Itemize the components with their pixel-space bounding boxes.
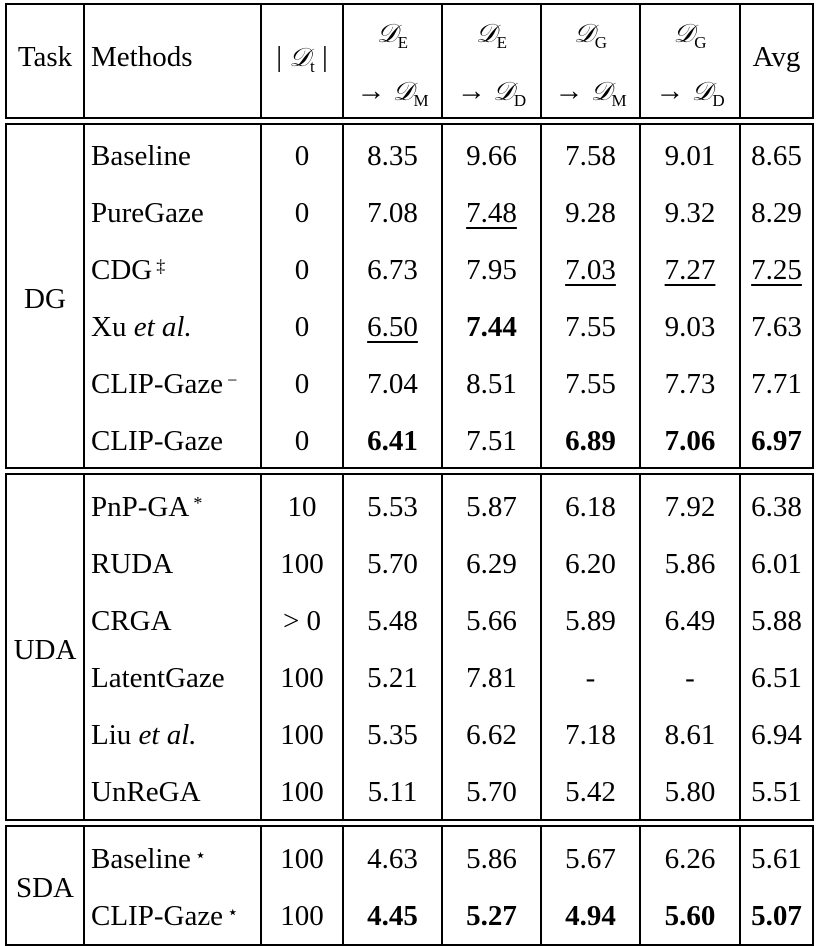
- method-name-text: CLIP-Gaze: [91, 900, 224, 932]
- header-target-set-subscript: D: [513, 91, 527, 110]
- column-rule: [260, 473, 262, 821]
- error-value: [542, 139, 639, 173]
- error-value: [542, 718, 639, 752]
- error-value: [344, 899, 441, 933]
- method-name-text: CRGA: [91, 605, 172, 637]
- header-target-set-symbol: 𝒟: [493, 77, 514, 107]
- error-value-text: -: [685, 662, 695, 694]
- method-name: [91, 253, 165, 287]
- target-size-value: 100: [280, 719, 324, 751]
- error-value: [741, 718, 812, 752]
- header-source-set-symbol: 𝒟: [673, 19, 695, 49]
- error-value-text: 9.66: [466, 140, 517, 172]
- error-value-text: 5.86: [466, 843, 517, 875]
- column-rule: [812, 3, 814, 119]
- column-rule: [260, 123, 262, 469]
- error-value-text: 6.89: [565, 425, 616, 457]
- target-size-value: 100: [280, 548, 324, 580]
- error-value: [741, 547, 812, 581]
- error-value: [741, 253, 812, 287]
- error-value: [741, 490, 812, 524]
- header-task: Task: [17, 41, 73, 73]
- error-value: [741, 139, 812, 173]
- target-size-value: > 0: [282, 605, 322, 637]
- header-target-set-symbol: 𝒟: [392, 77, 414, 107]
- header-source-set-symbol: 𝒟: [376, 19, 398, 49]
- error-value: [542, 661, 639, 695]
- method-name: [91, 547, 173, 581]
- header-target-domain: [443, 74, 540, 118]
- error-value: [443, 139, 540, 173]
- task-label: DG: [24, 283, 66, 315]
- header-source-set-subscript: G: [594, 33, 608, 52]
- error-value: [443, 196, 540, 230]
- error-value: [443, 490, 540, 524]
- error-value-text: 5.11: [367, 776, 418, 808]
- header-target-domain: [542, 74, 639, 118]
- column-rule: [812, 473, 814, 821]
- error-value-text: 5.21: [367, 662, 418, 694]
- error-value-text: 7.95: [466, 254, 517, 286]
- error-value: [344, 139, 441, 173]
- header-target-size-set-subscript: t: [310, 57, 315, 76]
- error-value-text: 7.48: [466, 197, 517, 229]
- method-mark: −: [227, 370, 238, 390]
- error-value: [741, 604, 812, 638]
- error-value-text: 7.81: [466, 662, 517, 694]
- column-rule: [441, 473, 443, 821]
- error-value-text: 6.20: [565, 548, 616, 580]
- error-value: [443, 775, 540, 809]
- column-rule: [739, 473, 741, 821]
- header-top-rule: [5, 3, 813, 5]
- header-target-size-bar-right: |: [314, 41, 328, 73]
- error-value-text: 7.58: [565, 140, 616, 172]
- header-source-set: [376, 17, 409, 52]
- error-value-text: 6.26: [664, 843, 716, 875]
- column-rule: [812, 825, 814, 946]
- header-source-set: [573, 17, 608, 52]
- error-value-text: 6.41: [367, 425, 418, 457]
- error-value-text: 5.87: [466, 491, 517, 523]
- target-size-value: 100: [280, 776, 324, 808]
- error-value: [443, 253, 540, 287]
- group-top-rule: [5, 123, 813, 125]
- method-mark: ‡: [156, 256, 166, 276]
- error-value: [542, 899, 639, 933]
- error-value-text: 7.63: [751, 311, 802, 343]
- error-value-text: 9.32: [664, 197, 716, 229]
- error-value-text: 4.63: [367, 843, 418, 875]
- error-value: [641, 718, 739, 752]
- error-value: [641, 842, 739, 876]
- error-value-text: 7.55: [565, 311, 616, 343]
- target-size-value: 0: [294, 140, 310, 172]
- error-value-text: 7.51: [466, 425, 517, 457]
- target-size-value: 0: [294, 254, 310, 286]
- header-target-set-symbol: 𝒟: [691, 77, 713, 107]
- method-name-text: Xu: [91, 311, 127, 343]
- header-target-set: [392, 75, 429, 110]
- error-value: [741, 310, 812, 344]
- method-name: [91, 139, 191, 173]
- task-label: UDA: [13, 634, 77, 666]
- error-value-text: 5.51: [751, 776, 802, 808]
- error-value: [542, 196, 639, 230]
- error-value-text: 7.44: [466, 311, 517, 343]
- header-target-domain: [641, 74, 739, 118]
- method-name-text: UnReGA: [91, 776, 201, 808]
- header-target-set-subscript: M: [413, 91, 429, 110]
- error-value-text: 6.73: [367, 254, 418, 286]
- error-value: [542, 490, 639, 524]
- column-rule: [441, 123, 443, 469]
- error-value-text: 7.27: [664, 254, 716, 286]
- error-value: [443, 604, 540, 638]
- method-name: [91, 196, 204, 230]
- header-arrow: →: [655, 75, 692, 107]
- error-value-text: 7.04: [367, 368, 418, 400]
- error-value: [641, 775, 739, 809]
- error-value-text: 6.18: [565, 491, 616, 523]
- error-value-text: 7.92: [664, 491, 716, 523]
- header-target-set-subscript: M: [611, 91, 627, 110]
- header-source-set-symbol: 𝒟: [475, 19, 497, 49]
- error-value: [741, 842, 812, 876]
- error-value: [443, 547, 540, 581]
- error-value: [542, 775, 639, 809]
- error-value-text: 5.80: [664, 776, 716, 808]
- error-value: [741, 775, 812, 809]
- method-name-text: Liu: [91, 719, 132, 751]
- target-size-value: 0: [294, 425, 310, 457]
- error-value-text: 6.94: [751, 719, 802, 751]
- error-value: [641, 424, 739, 458]
- target-size-value: 10: [287, 491, 317, 523]
- group-top-rule: [5, 825, 813, 827]
- error-value: [641, 899, 739, 933]
- task-label: SDA: [15, 872, 74, 904]
- error-value: [641, 310, 739, 344]
- error-value-text: 7.55: [565, 368, 616, 400]
- column-rule: [739, 123, 741, 469]
- method-name: [91, 490, 202, 524]
- header-target-set-subscript: D: [712, 91, 725, 110]
- header-arrow: →: [356, 75, 393, 107]
- error-value-text: 7.71: [751, 368, 802, 400]
- error-value-text: 6.01: [751, 548, 802, 580]
- error-value-text: 8.65: [751, 140, 802, 172]
- error-value: [741, 899, 812, 933]
- error-value: [344, 310, 441, 344]
- error-value-text: 5.53: [367, 491, 418, 523]
- error-value: [344, 842, 441, 876]
- method-name: [91, 661, 225, 695]
- header-arrow: →: [554, 75, 591, 107]
- error-value-text: 6.50: [367, 311, 418, 343]
- error-value: [443, 424, 540, 458]
- error-value: [641, 139, 739, 173]
- header-source-domain: [542, 16, 639, 60]
- error-value: [344, 604, 441, 638]
- column-rule: [540, 123, 542, 469]
- header-arrow: →: [456, 75, 494, 107]
- error-value: [741, 424, 812, 458]
- error-value-text: 6.62: [466, 719, 517, 751]
- error-value-text: 6.38: [751, 491, 802, 523]
- error-value: [641, 253, 739, 287]
- error-value-text: 7.73: [664, 368, 716, 400]
- target-size-value: 0: [294, 311, 310, 343]
- error-value: [443, 718, 540, 752]
- method-name-text: Baseline: [91, 843, 191, 875]
- method-name-text: CLIP-Gaze: [91, 368, 224, 400]
- column-rule: [540, 473, 542, 821]
- error-value-text: 5.67: [565, 843, 616, 875]
- error-value-text: 6.49: [664, 605, 716, 637]
- error-value: [741, 661, 812, 695]
- error-value-text: 8.29: [751, 197, 802, 229]
- method-name: [91, 899, 238, 933]
- method-name-text: CLIP-Gaze: [91, 425, 224, 457]
- error-value: [542, 424, 639, 458]
- method-name: [91, 842, 206, 876]
- error-value: [641, 367, 739, 401]
- error-value-text: 9.01: [664, 140, 716, 172]
- error-value: [344, 661, 441, 695]
- header-source-set: [673, 17, 707, 52]
- method-name-text: Baseline: [91, 140, 191, 172]
- error-value: [344, 547, 441, 581]
- error-value: [443, 842, 540, 876]
- error-value: [641, 661, 739, 695]
- method-name: [91, 367, 237, 401]
- column-rule: [639, 473, 641, 821]
- error-value: [443, 899, 540, 933]
- error-value-text: 5.70: [466, 776, 517, 808]
- error-value: [741, 196, 812, 230]
- error-value-text: 5.86: [664, 548, 716, 580]
- method-name-text: LatentGaze: [91, 662, 225, 694]
- error-value-text: 4.94: [565, 900, 616, 932]
- column-rule: [639, 123, 641, 469]
- target-size-value: 100: [280, 662, 324, 694]
- error-value-text: 6.29: [466, 548, 517, 580]
- error-value: [641, 547, 739, 581]
- column-rule: [342, 123, 344, 469]
- header-avg: Avg: [752, 41, 801, 73]
- error-value-text: 8.51: [466, 368, 517, 400]
- group-bottom-rule: [5, 819, 813, 821]
- error-value: [344, 196, 441, 230]
- header-methods: Methods: [91, 41, 193, 73]
- error-value-text: 4.45: [367, 900, 418, 932]
- error-value: [344, 775, 441, 809]
- error-value: [443, 367, 540, 401]
- error-value-text: 6.51: [751, 662, 802, 694]
- method-name: [91, 718, 197, 752]
- header-source-set-subscript: E: [397, 33, 409, 52]
- header-target-set-symbol: 𝒟: [590, 77, 612, 107]
- header-target-size-bar-left: |: [276, 41, 290, 73]
- target-size-value: 0: [294, 197, 310, 229]
- header-target-set: [691, 75, 725, 110]
- error-value-text: 5.60: [664, 900, 716, 932]
- method-name-italic: et al.: [131, 719, 197, 751]
- method-mark: ⋆: [227, 902, 239, 922]
- method-name: [91, 424, 223, 458]
- error-value-text: 7.18: [565, 719, 616, 751]
- error-value: [344, 490, 441, 524]
- header-target-set: [493, 75, 527, 110]
- method-name-text: RUDA: [91, 548, 174, 580]
- error-value: [344, 424, 441, 458]
- method-name: [91, 310, 192, 344]
- header-source-domain: [641, 16, 739, 60]
- header-source-set-symbol: 𝒟: [573, 19, 595, 49]
- error-value-text: 5.61: [751, 843, 802, 875]
- header-target-size: [262, 40, 342, 84]
- error-value-text: 7.03: [565, 254, 616, 286]
- error-value: [542, 253, 639, 287]
- error-value: [542, 604, 639, 638]
- error-value: [443, 310, 540, 344]
- method-name-text: PureGaze: [91, 197, 204, 229]
- error-value-text: 8.61: [664, 719, 716, 751]
- header-source-set-subscript: G: [694, 33, 707, 52]
- error-value-text: 9.28: [565, 197, 616, 229]
- header-source-set-subscript: E: [496, 33, 508, 52]
- error-value-text: 8.35: [367, 140, 418, 172]
- header-target-size-set-symbol: 𝒟: [289, 43, 310, 73]
- column-rule: [812, 123, 814, 469]
- error-value: [542, 310, 639, 344]
- error-value-text: -: [585, 662, 596, 694]
- method-mark: *: [193, 493, 203, 513]
- error-value: [344, 253, 441, 287]
- header-target-domain: [344, 74, 441, 118]
- error-value: [542, 367, 639, 401]
- error-value-text: 5.07: [751, 900, 802, 932]
- error-value-text: 5.42: [565, 776, 616, 808]
- error-value-text: 6.97: [751, 425, 802, 457]
- error-value-text: 5.70: [367, 548, 418, 580]
- header-source-domain: [344, 16, 441, 60]
- column-rule: [342, 473, 344, 821]
- error-value-text: 5.35: [367, 719, 418, 751]
- group-bottom-rule: [5, 467, 813, 469]
- error-value-text: 7.25: [751, 254, 802, 286]
- error-value: [641, 490, 739, 524]
- error-value: [443, 661, 540, 695]
- error-value-text: 7.06: [664, 425, 716, 457]
- error-value: [344, 367, 441, 401]
- error-value-text: 5.27: [466, 900, 517, 932]
- group-top-rule: [5, 473, 813, 475]
- target-size-value: 100: [280, 843, 324, 875]
- header-target-set: [590, 75, 627, 110]
- method-name-text: CDG: [91, 254, 153, 286]
- header-target-size-set: [289, 41, 315, 76]
- error-value: [344, 718, 441, 752]
- error-value: [741, 367, 812, 401]
- header-source-set: [475, 17, 508, 52]
- error-value-text: 9.03: [664, 311, 716, 343]
- error-value: [542, 547, 639, 581]
- header-source-domain: [443, 16, 540, 60]
- method-name: [91, 604, 172, 638]
- error-value-text: 7.08: [367, 197, 418, 229]
- error-value-text: 5.88: [751, 605, 802, 637]
- target-size-value: 0: [294, 368, 310, 400]
- target-size-value: 100: [280, 900, 324, 932]
- error-value-text: 5.89: [565, 605, 616, 637]
- method-name: [91, 775, 201, 809]
- error-value: [542, 842, 639, 876]
- error-value-text: 5.48: [367, 605, 418, 637]
- error-value: [641, 196, 739, 230]
- method-mark: ⋆: [194, 845, 207, 865]
- error-value: [641, 604, 739, 638]
- method-name-italic: et al.: [126, 311, 192, 343]
- method-name-text: PnP-GA: [91, 491, 190, 523]
- error-value-text: 5.66: [466, 605, 517, 637]
